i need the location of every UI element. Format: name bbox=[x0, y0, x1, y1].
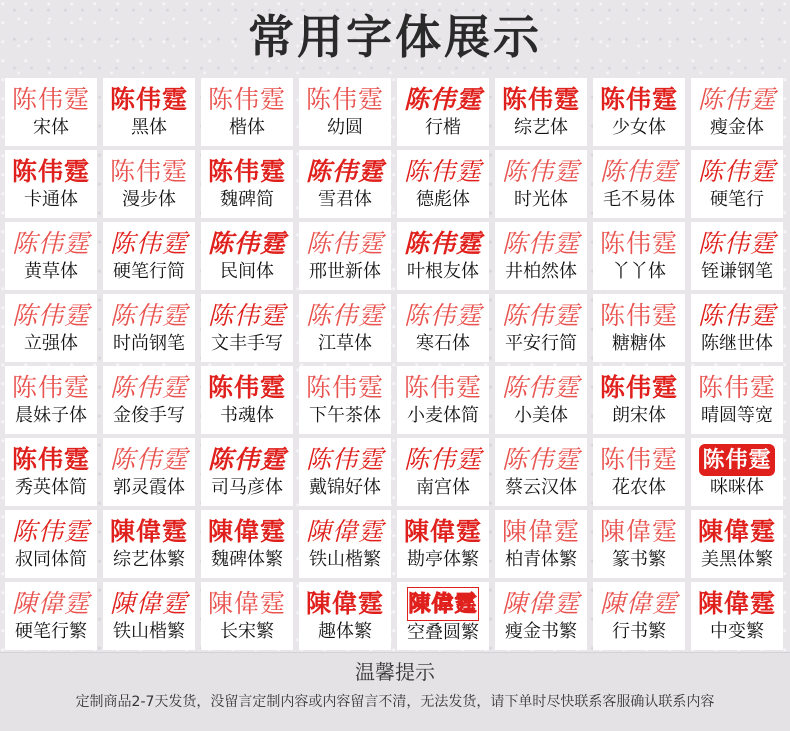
font-sample-card[interactable] bbox=[397, 78, 489, 146]
font-sample-card[interactable] bbox=[103, 150, 195, 218]
font-sample-text: 陳偉霆 bbox=[109, 517, 188, 546]
font-sample-card[interactable] bbox=[691, 294, 783, 362]
font-name-label: 咪咪体 bbox=[710, 477, 764, 498]
font-name-label: 长宋繁 bbox=[220, 621, 274, 642]
font-sample-card[interactable] bbox=[397, 150, 489, 218]
font-name-label: 综艺体 bbox=[514, 117, 568, 138]
font-sample-text: 陈伟霆 bbox=[403, 373, 482, 402]
font-name-label: 陈继世体 bbox=[701, 333, 773, 354]
font-sample-text: 陈伟霆 bbox=[697, 85, 776, 114]
font-name-label: 空叠圆繁 bbox=[407, 622, 479, 643]
font-sample-card[interactable] bbox=[495, 294, 587, 362]
font-name-label: 南宫体 bbox=[416, 477, 470, 498]
font-sample-text: 陈伟霆 bbox=[305, 157, 384, 186]
font-sample-text: 陈伟霆 bbox=[109, 157, 188, 186]
font-sample-text: 陈伟霆 bbox=[599, 229, 678, 258]
font-sample-card[interactable] bbox=[593, 294, 685, 362]
font-sample-text: 陈伟霆 bbox=[207, 373, 286, 402]
font-sample-text: 陈伟霆 bbox=[11, 445, 90, 474]
font-sample-text: 陈伟霆 bbox=[501, 229, 580, 258]
font-sample-card[interactable] bbox=[593, 438, 685, 506]
font-sample-text: 陈伟霆 bbox=[501, 373, 580, 402]
font-sample-text: 陈伟霆 bbox=[11, 373, 90, 402]
font-sample-card[interactable] bbox=[103, 510, 195, 578]
font-name-label: 行书繁 bbox=[612, 621, 666, 642]
font-sample-text: 陈伟霆 bbox=[697, 373, 776, 402]
font-sample-text: 陈伟霆 bbox=[109, 85, 188, 114]
font-name-label: 寒石体 bbox=[416, 333, 470, 354]
font-sample-card[interactable] bbox=[103, 222, 195, 290]
font-name-label: 时光体 bbox=[514, 189, 568, 210]
font-sample-text: 陳偉霆 bbox=[403, 517, 482, 546]
font-sample-card[interactable] bbox=[299, 150, 391, 218]
font-sample-text: 陈伟霆 bbox=[305, 301, 384, 330]
font-sample-card[interactable] bbox=[593, 150, 685, 218]
font-sample-card[interactable] bbox=[5, 438, 97, 506]
font-sample-card[interactable] bbox=[495, 366, 587, 434]
font-sample-card[interactable] bbox=[593, 582, 685, 650]
font-sample-text: 陈伟霆 bbox=[501, 445, 580, 474]
font-sample-card[interactable] bbox=[5, 510, 97, 578]
font-name-label: 邢世新体 bbox=[309, 261, 381, 282]
font-name-label: 立强体 bbox=[24, 333, 78, 354]
font-sample-card[interactable] bbox=[299, 510, 391, 578]
font-sample-text: 陈伟霆 bbox=[599, 373, 678, 402]
font-grid bbox=[5, 78, 785, 648]
font-sample-card[interactable] bbox=[201, 510, 293, 578]
font-name-label: 美黑体繁 bbox=[701, 549, 773, 570]
font-name-label: 糖糖体 bbox=[612, 333, 666, 354]
font-sample-text: 陳偉霆 bbox=[305, 517, 384, 546]
font-sample-text: 陳偉霆 bbox=[109, 589, 188, 618]
font-name-label: 漫步体 bbox=[122, 189, 176, 210]
font-name-label: 硬笔行 bbox=[710, 189, 764, 210]
font-name-label: 黑体 bbox=[131, 117, 167, 138]
font-sample-card[interactable] bbox=[201, 78, 293, 146]
font-sample-card[interactable] bbox=[691, 222, 783, 290]
font-name-label: 篆书繁 bbox=[612, 549, 666, 570]
font-sample-text: 陈伟霆 bbox=[599, 157, 678, 186]
font-sample-text: 陈伟霆 bbox=[11, 229, 90, 258]
font-sample-text: 陈伟霆 bbox=[11, 301, 90, 330]
font-name-label: 江草体 bbox=[318, 333, 372, 354]
font-sample-card[interactable] bbox=[691, 510, 783, 578]
font-sample-card[interactable] bbox=[495, 438, 587, 506]
font-sample-text: 陈伟霆 bbox=[699, 444, 774, 476]
font-sample-card[interactable] bbox=[593, 366, 685, 434]
font-sample-text: 陈伟霆 bbox=[403, 301, 482, 330]
font-sample-card[interactable] bbox=[299, 438, 391, 506]
font-sample-text: 陈伟霆 bbox=[109, 445, 188, 474]
font-sample-card[interactable] bbox=[201, 366, 293, 434]
font-name-label: 勘亭体繁 bbox=[407, 549, 479, 570]
font-name-label: 晨妹子体 bbox=[15, 405, 87, 426]
font-sample-card[interactable] bbox=[201, 222, 293, 290]
font-name-label: 郭灵霞体 bbox=[113, 477, 185, 498]
font-sample-text: 陈伟霆 bbox=[207, 85, 286, 114]
font-sample-text: 陈伟霆 bbox=[305, 85, 384, 114]
font-sample-text: 陳偉霆 bbox=[599, 589, 678, 618]
font-sample-card[interactable] bbox=[397, 510, 489, 578]
font-name-label: 雪君体 bbox=[318, 189, 372, 210]
font-sample-text: 陈伟霆 bbox=[599, 301, 678, 330]
font-sample-text: 陈伟霆 bbox=[305, 229, 384, 258]
font-name-label: 蔡云汉体 bbox=[505, 477, 577, 498]
font-sample-card[interactable] bbox=[299, 222, 391, 290]
font-sample-card[interactable] bbox=[103, 294, 195, 362]
font-sample-card[interactable] bbox=[495, 222, 587, 290]
footer-note: 定制商品2-7天发货，没留言定制内容或内容留言不清，无法发货，请下单时尽快联系客服确认联系内容 bbox=[75, 694, 715, 710]
font-name-label: 秀英体简 bbox=[15, 477, 87, 498]
font-sample-text: 陈伟霆 bbox=[403, 157, 482, 186]
font-sample-text: 陈伟霆 bbox=[207, 157, 286, 186]
font-name-label: 铁山楷繁 bbox=[113, 621, 185, 642]
font-sample-card[interactable] bbox=[495, 510, 587, 578]
font-sample-card[interactable] bbox=[201, 294, 293, 362]
font-name-label: 宋体 bbox=[33, 117, 69, 138]
font-sample-card[interactable] bbox=[691, 438, 783, 506]
footer bbox=[0, 652, 790, 731]
font-sample-text: 陈伟霆 bbox=[697, 229, 776, 258]
font-sample-text: 陳偉霆 bbox=[501, 589, 580, 618]
font-sample-text: 陈伟霆 bbox=[109, 301, 188, 330]
font-name-label: 文丰手写 bbox=[211, 333, 283, 354]
font-sample-card[interactable] bbox=[103, 78, 195, 146]
font-sample-text: 陈伟霆 bbox=[207, 445, 286, 474]
font-sample-text: 陈伟霆 bbox=[501, 157, 580, 186]
font-sample-text: 陈伟霆 bbox=[599, 445, 678, 474]
font-name-label: 幼圆 bbox=[327, 117, 363, 138]
font-sample-card[interactable] bbox=[593, 78, 685, 146]
font-sample-text: 陈伟霆 bbox=[403, 85, 482, 114]
font-sample-text: 陈伟霆 bbox=[11, 85, 90, 114]
font-sample-card[interactable] bbox=[495, 582, 587, 650]
font-sample-card[interactable] bbox=[299, 366, 391, 434]
font-name-label: 卡通体 bbox=[24, 189, 78, 210]
font-sample-card[interactable] bbox=[593, 510, 685, 578]
font-name-label: 柏青体繁 bbox=[505, 549, 577, 570]
font-sample-text: 陈伟霆 bbox=[403, 445, 482, 474]
font-sample-text: 陈伟霆 bbox=[11, 517, 90, 546]
font-name-label: 朗宋体 bbox=[612, 405, 666, 426]
font-name-label: 井柏然体 bbox=[505, 261, 577, 282]
font-name-label: 晴圆等宽 bbox=[701, 405, 773, 426]
font-name-label: 书魂体 bbox=[220, 405, 274, 426]
font-sample-card[interactable] bbox=[5, 294, 97, 362]
font-sample-card[interactable] bbox=[103, 366, 195, 434]
font-sample-text: 陈伟霆 bbox=[697, 301, 776, 330]
font-sample-text: 陈伟霆 bbox=[11, 157, 90, 186]
font-name-label: 中变繁 bbox=[710, 621, 764, 642]
font-sample-text: 陳偉霆 bbox=[305, 589, 384, 618]
font-sample-card[interactable] bbox=[5, 366, 97, 434]
font-sample-card[interactable] bbox=[691, 366, 783, 434]
font-name-label: 硬笔行简 bbox=[113, 261, 185, 282]
font-name-label: 综艺体繁 bbox=[113, 549, 185, 570]
font-sample-text: 陈伟霆 bbox=[109, 229, 188, 258]
font-sample-card[interactable] bbox=[397, 222, 489, 290]
font-sample-card[interactable] bbox=[397, 366, 489, 434]
font-name-label: 金俊手写 bbox=[113, 405, 185, 426]
font-sample-card[interactable] bbox=[593, 222, 685, 290]
font-sample-text: 陳偉霆 bbox=[599, 517, 678, 546]
font-sample-card[interactable] bbox=[201, 150, 293, 218]
font-sample-card[interactable] bbox=[299, 294, 391, 362]
font-sample-card[interactable] bbox=[201, 438, 293, 506]
font-sample-text: 陈伟霆 bbox=[501, 85, 580, 114]
font-sample-card[interactable] bbox=[201, 582, 293, 650]
font-name-label: 时尚钢笔 bbox=[113, 333, 185, 354]
font-sample-text: 陈伟霆 bbox=[109, 373, 188, 402]
font-sample-text: 陈伟霆 bbox=[207, 301, 286, 330]
font-sample-card[interactable] bbox=[397, 582, 489, 650]
font-sample-card[interactable] bbox=[5, 582, 97, 650]
font-sample-card[interactable] bbox=[5, 222, 97, 290]
font-sample-card[interactable] bbox=[397, 294, 489, 362]
font-name-label: 德彪体 bbox=[416, 189, 470, 210]
page-title: 常用字体展示 bbox=[248, 10, 542, 64]
font-name-label: 铚谦钢笔 bbox=[701, 261, 773, 282]
font-sample-text: 陳偉霆 bbox=[501, 517, 580, 546]
font-sample-text: 陳偉霆 bbox=[697, 589, 776, 618]
font-sample-card[interactable] bbox=[691, 150, 783, 218]
font-name-label: 魏碑体繁 bbox=[211, 549, 283, 570]
font-name-label: 楷体 bbox=[229, 117, 265, 138]
font-sample-text: 陈伟霆 bbox=[599, 85, 678, 114]
font-name-label: 小美体 bbox=[514, 405, 568, 426]
font-name-label: 行楷 bbox=[425, 117, 461, 138]
font-sample-card[interactable] bbox=[495, 78, 587, 146]
font-sample-text: 陳偉霆 bbox=[207, 517, 286, 546]
font-name-label: 少女体 bbox=[612, 117, 666, 138]
font-name-label: 下午茶体 bbox=[309, 405, 381, 426]
font-name-label: 司马彦体 bbox=[211, 477, 283, 498]
font-name-label: 黄草体 bbox=[24, 261, 78, 282]
font-name-label: 魏碑简 bbox=[220, 189, 274, 210]
font-sample-text: 陈伟霆 bbox=[207, 229, 286, 258]
font-name-label: 铁山楷繁 bbox=[309, 549, 381, 570]
font-sample-text: 陈伟霆 bbox=[305, 373, 384, 402]
font-sample-card[interactable] bbox=[299, 78, 391, 146]
font-name-label: 趣体繁 bbox=[318, 621, 372, 642]
font-sample-card[interactable] bbox=[691, 78, 783, 146]
font-sample-text: 陳偉霆 bbox=[207, 589, 286, 618]
font-name-label: 叔同体简 bbox=[15, 549, 87, 570]
font-name-label: 硬笔行繁 bbox=[15, 621, 87, 642]
font-sample-text: 陳偉霆 bbox=[407, 587, 478, 621]
font-name-label: 花农体 bbox=[612, 477, 666, 498]
font-name-label: 丫丫体 bbox=[612, 261, 666, 282]
font-name-label: 小麦体简 bbox=[407, 405, 479, 426]
font-sample-card[interactable] bbox=[5, 150, 97, 218]
font-sample-card[interactable] bbox=[299, 582, 391, 650]
font-name-label: 瘦金书繁 bbox=[505, 621, 577, 642]
font-sample-text: 陈伟霆 bbox=[697, 157, 776, 186]
footer-title: 温馨提示 bbox=[355, 660, 435, 684]
font-sample-text: 陳偉霆 bbox=[697, 517, 776, 546]
font-name-label: 瘦金体 bbox=[710, 117, 764, 138]
font-sample-card[interactable] bbox=[691, 582, 783, 650]
font-sample-text: 陈伟霆 bbox=[403, 229, 482, 258]
font-sample-text: 陈伟霆 bbox=[501, 301, 580, 330]
font-name-label: 戴锦好体 bbox=[309, 477, 381, 498]
font-sample-card[interactable] bbox=[103, 438, 195, 506]
font-name-label: 毛不易体 bbox=[603, 189, 675, 210]
font-name-label: 民间体 bbox=[220, 261, 274, 282]
font-name-label: 叶根友体 bbox=[407, 261, 479, 282]
font-name-label: 平安行简 bbox=[505, 333, 577, 354]
font-sample-card[interactable] bbox=[5, 78, 97, 146]
font-sample-text: 陈伟霆 bbox=[305, 445, 384, 474]
font-sample-card[interactable] bbox=[397, 438, 489, 506]
font-sample-card[interactable] bbox=[495, 150, 587, 218]
font-sample-text: 陳偉霆 bbox=[11, 589, 90, 618]
font-sample-card[interactable] bbox=[103, 582, 195, 650]
